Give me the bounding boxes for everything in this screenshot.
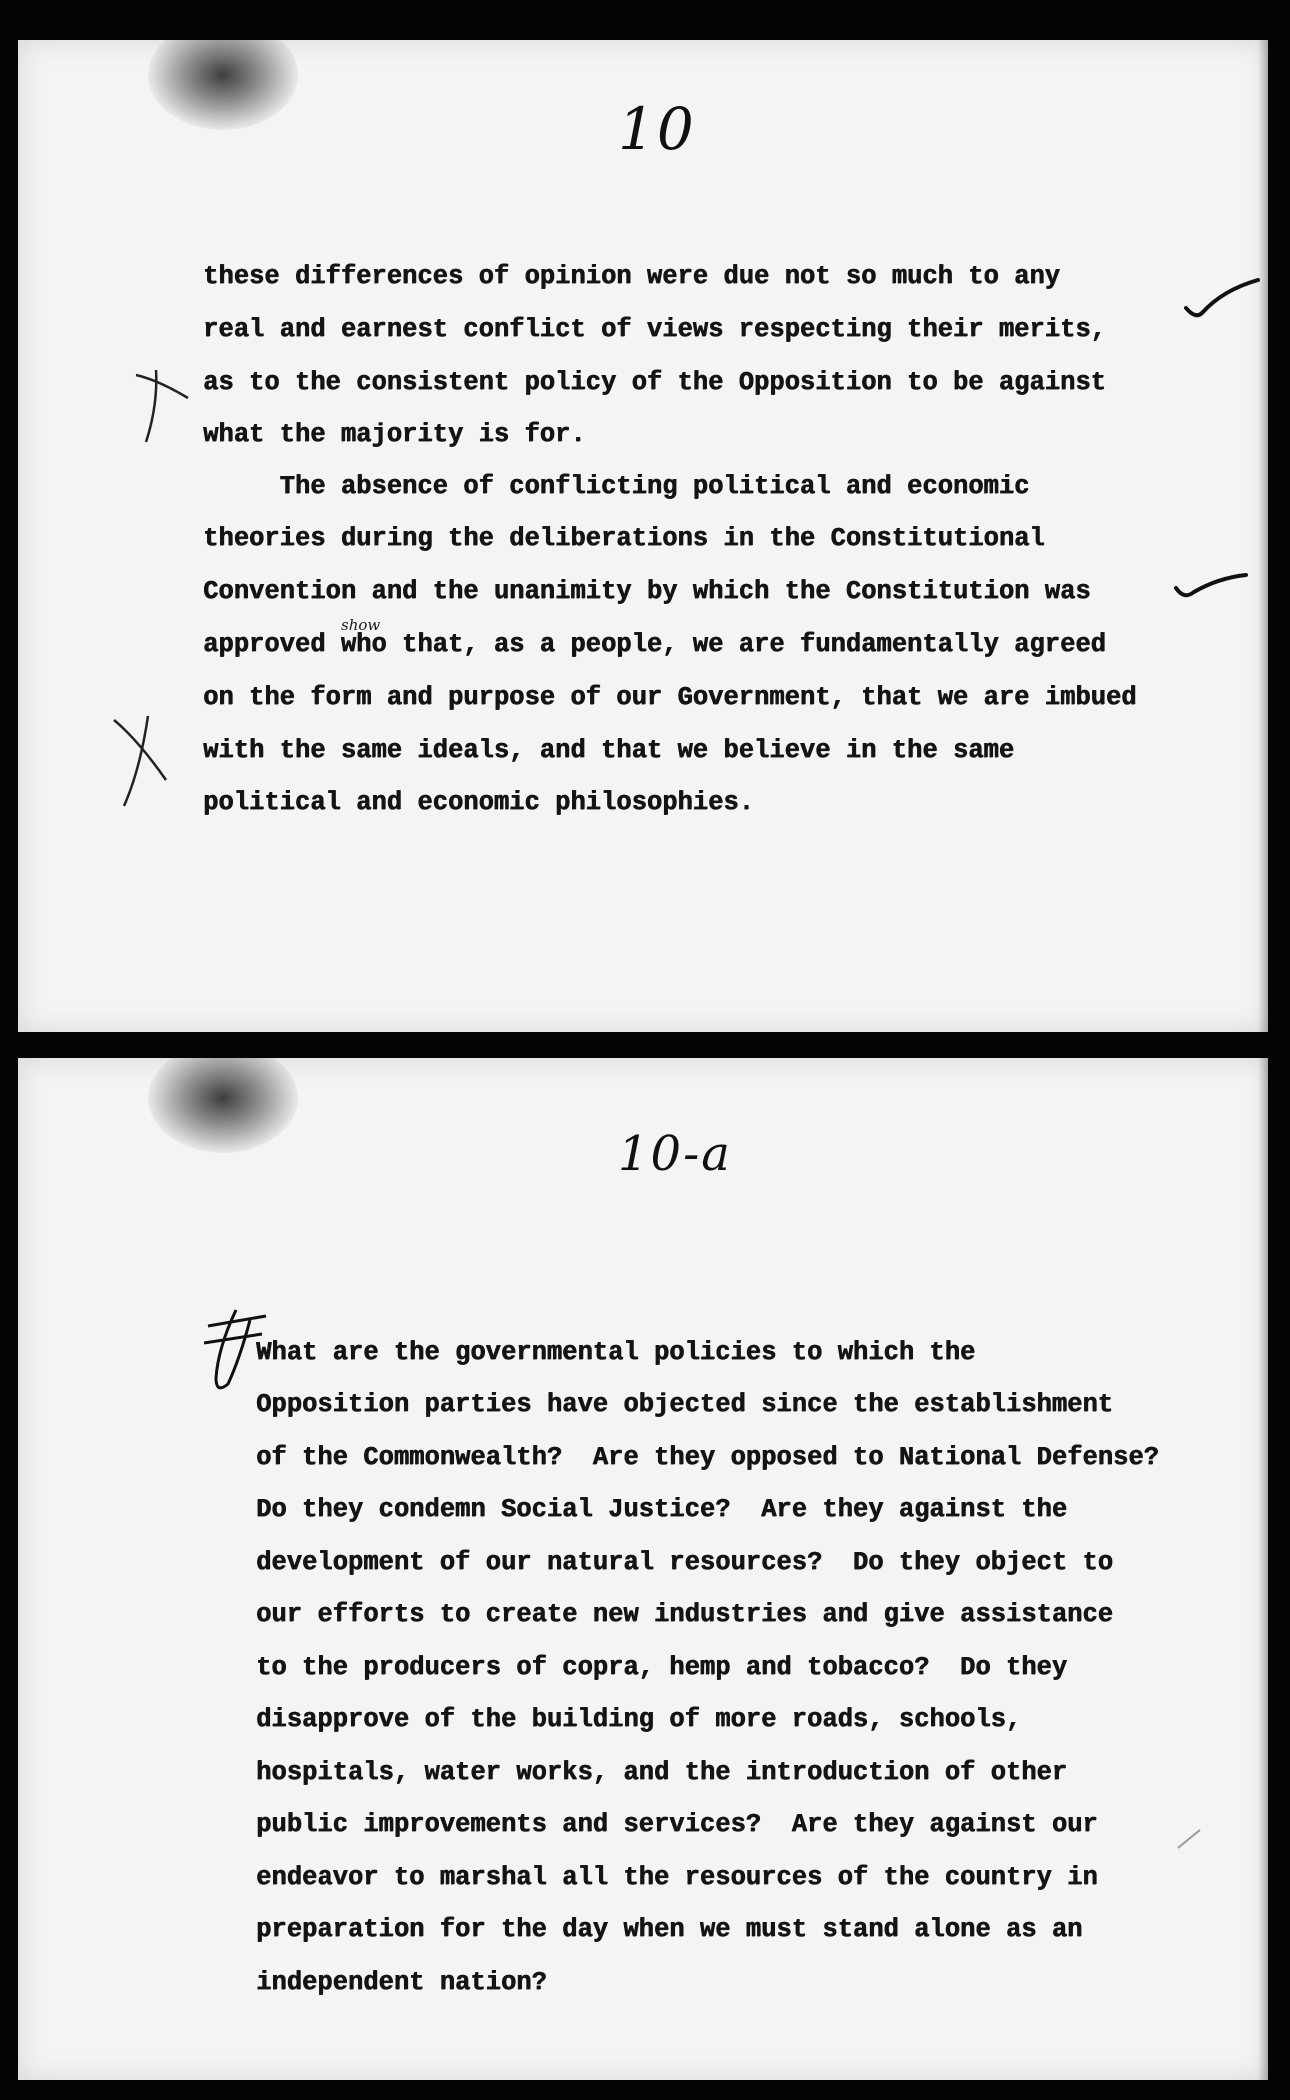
text-line: endeavor to marshal all the resources of the country in — [256, 1863, 1098, 1892]
text-line: hospitals, water works, and the introduction of other — [256, 1758, 1068, 1787]
handwritten-insertion: show — [341, 616, 381, 634]
paragraph-mark-icon — [204, 1316, 266, 1343]
x-mark-icon — [114, 720, 166, 780]
text-line: approved who that, as a people, we are fundamentally agreed — [203, 630, 1106, 659]
page-10a-sheet — [18, 1058, 1268, 2080]
text-line: Convention and the unanimity by which the Constitution was — [203, 577, 1091, 606]
x-mark-icon — [136, 375, 188, 398]
faint-mark-icon — [1178, 1830, 1200, 1848]
x-mark-icon — [124, 716, 148, 806]
text-line: independent nation? — [256, 1968, 547, 1997]
text-line: political and economic philosophies. — [203, 788, 754, 817]
text-line: with the same ideals, and that we believe in the same — [203, 736, 1015, 765]
page-number: 10 — [618, 95, 696, 163]
text-line: Opposition parties have objected since the establishment — [256, 1390, 1113, 1419]
text-line: our efforts to create new industries and give assistance — [256, 1600, 1113, 1629]
text-line: The absence of conflicting political and economic — [203, 472, 1030, 501]
text-line: real and earnest conflict of views respecting their merits, — [203, 315, 1106, 344]
text-line: to the producers of copra, hemp and tobacco? Do they — [256, 1653, 1068, 1682]
page-number: 10-a — [618, 1126, 732, 1182]
text-line: theories during the deliberations in the Constitutional — [203, 524, 1045, 553]
text-line: development of our natural resources? Do they object to — [256, 1548, 1113, 1577]
margin-annotations — [18, 40, 1268, 1032]
text-line: public improvements and services? Are they against our — [256, 1810, 1098, 1839]
text-line: what the majority is for. — [203, 420, 586, 449]
check-mark-icon — [1176, 575, 1246, 595]
text-line: these differences of opinion were due not so much to any — [203, 262, 1060, 291]
text-line: as to the consistent policy of the Opposition to be against — [203, 368, 1106, 397]
check-mark-icon — [1186, 280, 1258, 315]
text-line: disapprove of the building of more roads, schools, — [256, 1705, 1022, 1734]
text-line: Do they condemn Social Justice? Are they against the — [256, 1495, 1068, 1524]
text-line: preparation for the day when we must stand alone as an — [256, 1915, 1083, 1944]
text-line: What are the governmental policies to which the — [256, 1338, 976, 1367]
page-10-sheet — [18, 40, 1268, 1032]
margin-annotations — [18, 1058, 1268, 2080]
text-line: of the Commonwealth? Are they opposed to National Defense? — [256, 1443, 1159, 1472]
text-line: on the form and purpose of our Government, that we are imbued — [203, 683, 1137, 712]
